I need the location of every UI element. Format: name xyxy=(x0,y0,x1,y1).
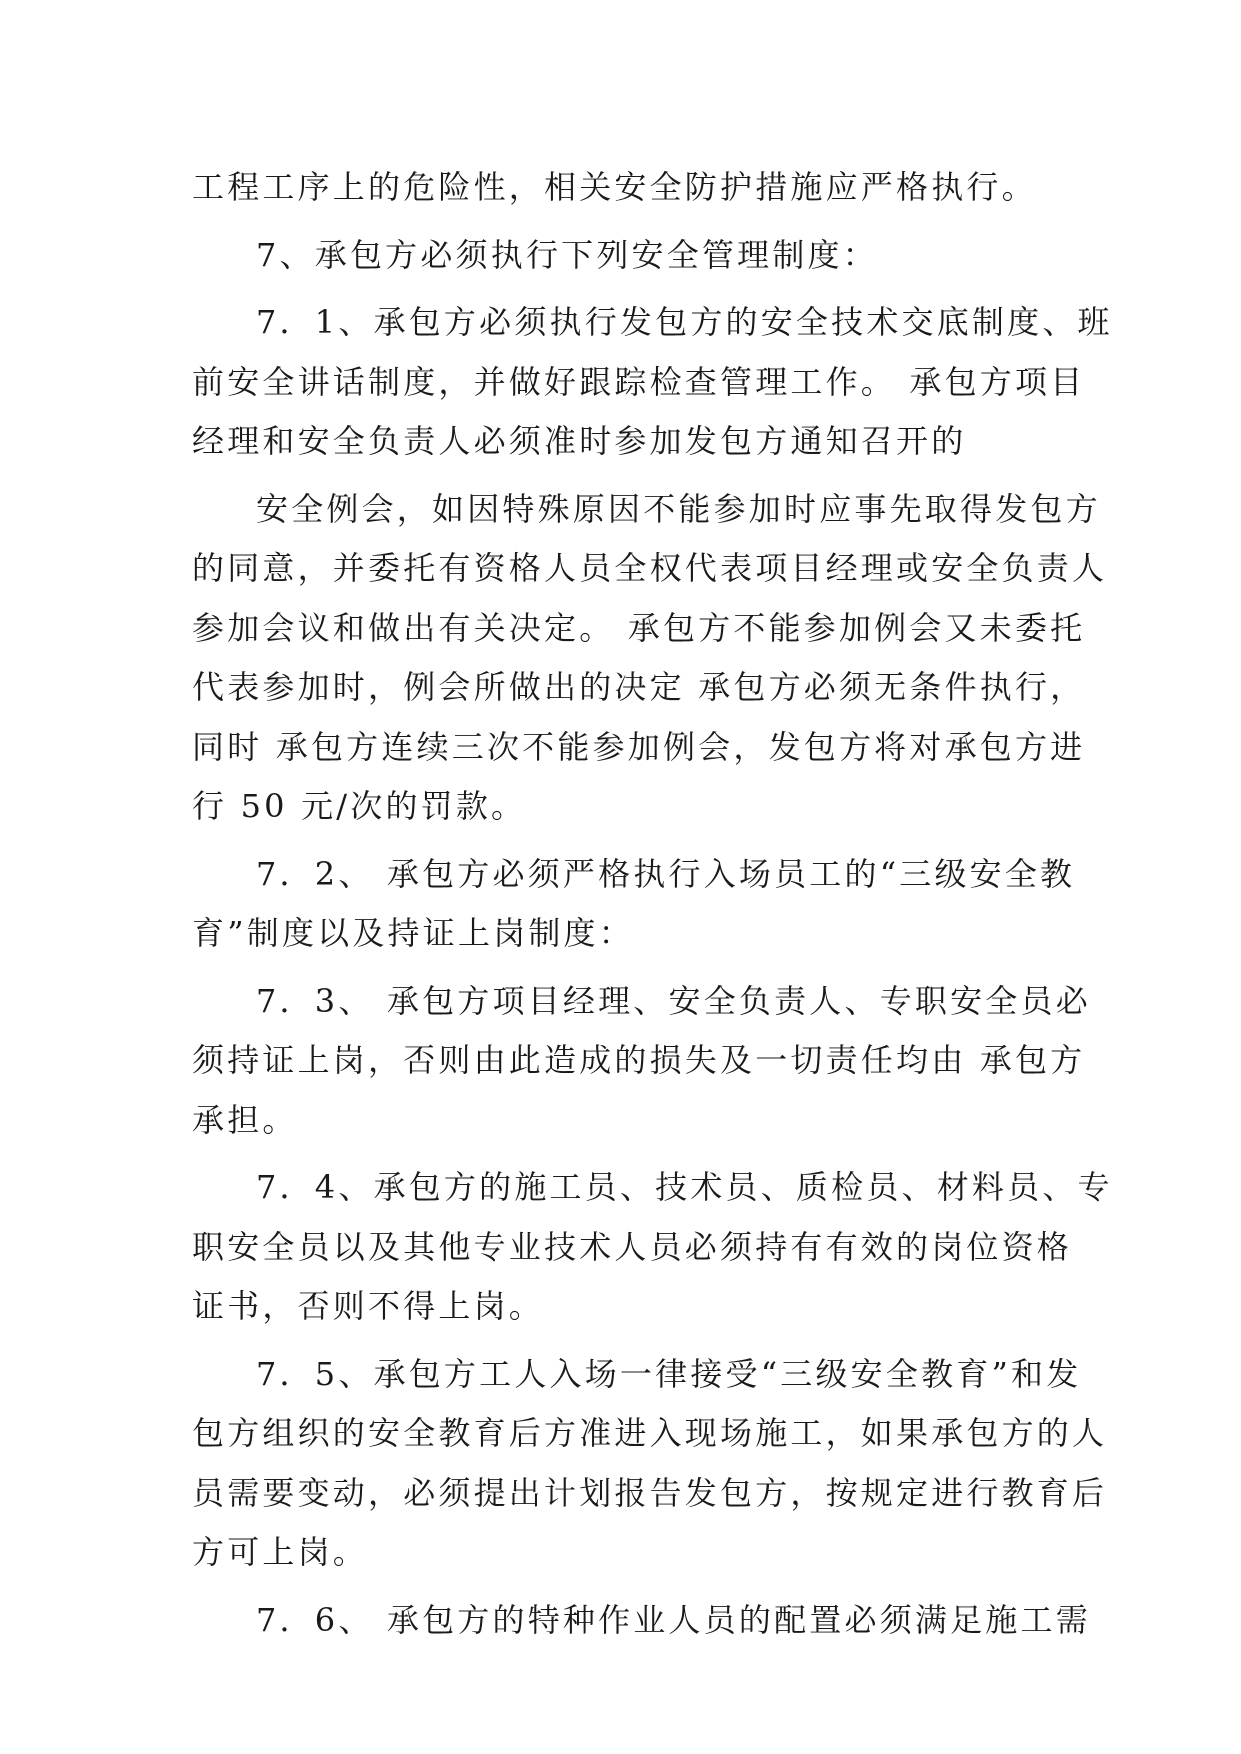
paragraph-7-3 xyxy=(192,972,1091,1151)
text-line: 包方组织的安全教育后方准进入现场施工，如果承包方的人 xyxy=(192,1414,1108,1452)
paragraph-continuation xyxy=(192,158,1054,218)
paragraph-safety-meeting xyxy=(192,480,1108,837)
text-line: 的同意，并委托有资格人员全权代表项目经理或安全负责人 xyxy=(192,549,1108,587)
text-line: 7．4、承包方的施工员、技术员、质检员、材料员、专 xyxy=(256,1168,1113,1206)
text-line: 代表参加时，例会所做出的决定 承包方必须无条件执行， xyxy=(192,668,1086,706)
text-line: 7．5、承包方工人入场一律接受“三级安全教育”和发 xyxy=(256,1354,1082,1393)
text-line: 同时 承包方连续三次不能参加例会，发包方将对承包方进 xyxy=(192,727,1086,766)
text-line: 承担。 xyxy=(192,1100,298,1139)
paragraph-7-6 xyxy=(192,1591,1091,1651)
paragraph-7-5 xyxy=(192,1345,1108,1583)
text-line: 7．3、 承包方项目经理、安全负责人、专职安全员必 xyxy=(256,981,1091,1020)
text-line: 须持证上岗，否则由此造成的损失及一切责任均由 承包方 xyxy=(192,1041,1086,1079)
paragraph-7-2 xyxy=(192,845,1076,964)
paragraph-7-1 xyxy=(192,293,1113,472)
paragraph-section-7 xyxy=(192,226,1054,286)
text-line: 7．6、 承包方的特种作业人员的配置必须满足施工需 xyxy=(256,1600,1091,1639)
text-line: 工程工序上的危险性，相关安全防护措施应严格执行。 xyxy=(192,168,1037,206)
text-line: 方可上岗。 xyxy=(192,1533,369,1571)
text-line: 7．1、承包方必须执行发包方的安全技术交底制度、班 xyxy=(256,303,1113,341)
text-line: 安全例会，如因特殊原因不能参加时应事先取得发包方 xyxy=(256,489,1101,528)
text-line: 行 50 元/次的罚款。 xyxy=(192,787,527,825)
text-line: 7、承包方必须执行下列安全管理制度： xyxy=(256,235,878,274)
paragraph-7-4 xyxy=(192,1158,1113,1337)
text-line: 证书，否则不得上岗。 xyxy=(192,1287,545,1325)
text-line: 员需要变动，必须提出计划报告发包方，按规定进行教育后 xyxy=(192,1473,1108,1512)
document-body xyxy=(192,158,1113,1650)
text-line: 育”制度以及持证上岗制度： xyxy=(192,914,634,952)
text-line: 前安全讲话制度，并做好跟踪检查管理工作。 承包方项目 xyxy=(192,362,1086,401)
text-line: 职安全员以及其他专业技术人员必须持有有效的岗位资格 xyxy=(192,1227,1073,1266)
text-line: 参加会议和做出有关决定。 承包方不能参加例会又未委托 xyxy=(192,608,1086,647)
text-line: 7．2、 承包方必须严格执行入场员工的“三级安全教 xyxy=(256,854,1076,893)
text-line: 经理和安全负责人必须准时参加发包方通知召开的 xyxy=(192,422,967,460)
